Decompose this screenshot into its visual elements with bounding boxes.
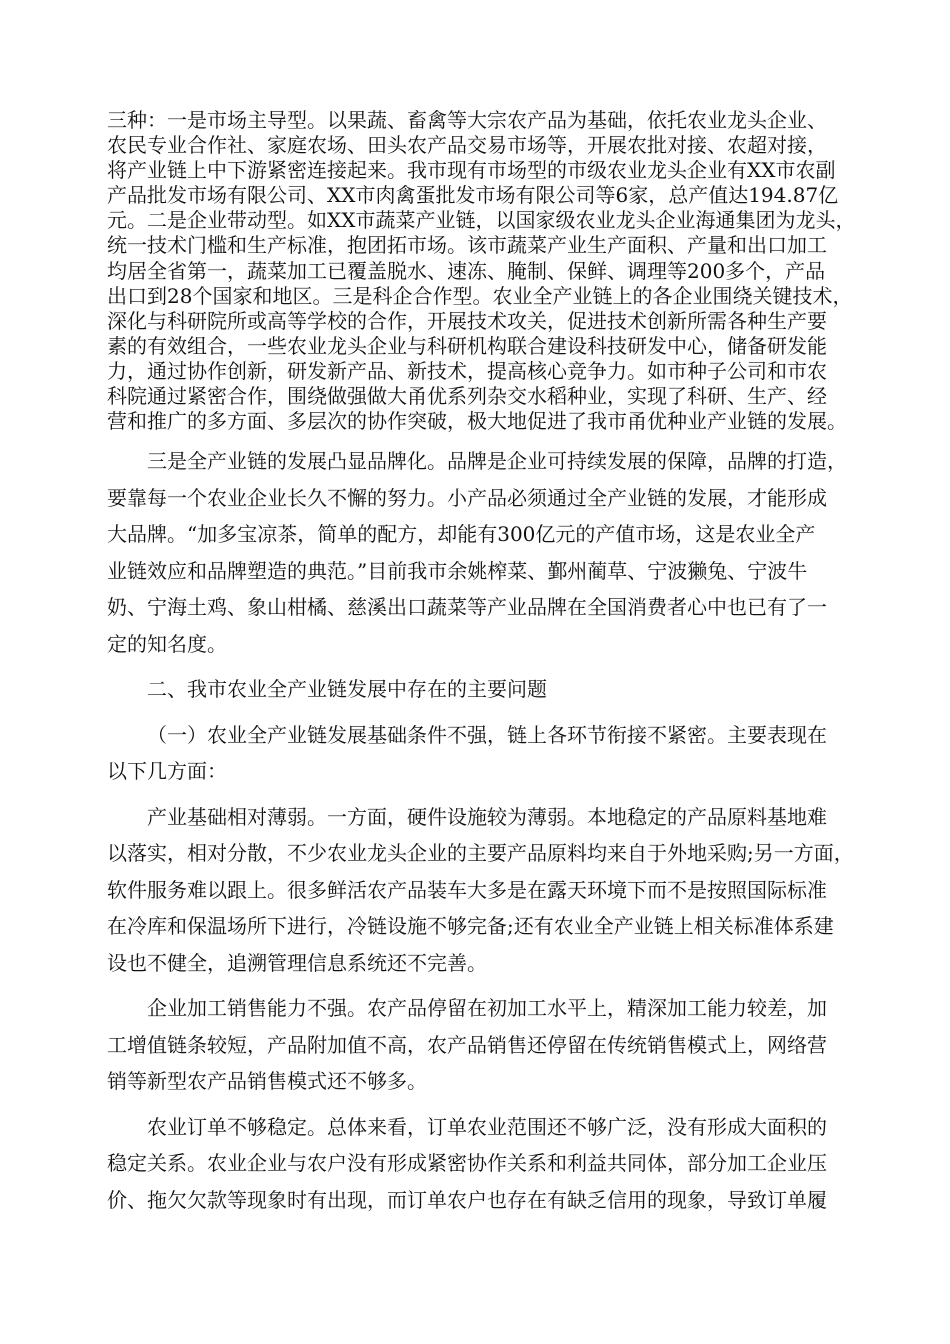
text-line: 业链效应和品牌塑造的典范。”目前我市余姚榨菜、鄞州蔺草、宁波獭兔、宁波牛 [107, 558, 808, 583]
dense-paragraph [107, 108, 857, 434]
text-line: 以下几方面： [107, 759, 227, 784]
text-line: 统一技术门槛和生产标准，抱团拓市场。该市蔬菜产业生产面积、产量和出口加工 [107, 233, 827, 258]
text-line: 农民专业合作社、家庭农场、田头农产品交易市场等，开展农批对接、农超对接， [107, 133, 827, 158]
paragraph-orders [107, 1109, 857, 1219]
text-line: 素的有效组合，一些农业龙头企业与科研机构联合建设科技研发中心，储备研发能 [107, 333, 827, 358]
text-line: 三是全产业链的发展凸显品牌化。品牌是企业可持续发展的保障，品牌的打造， [147, 449, 847, 474]
text-line: 工增值链条较短，产品附加值不高，农产品销售还停留在传统销售模式上，网络营 [107, 1032, 827, 1057]
text-line: 销等新型农产品销售模式还不够多。 [107, 1069, 427, 1094]
text-line: 均居全省第一，蔬菜加工已覆盖脱水、速冻、腌制、保鲜、调理等200多个，产品 [107, 258, 826, 283]
text-line: 稳定关系。农业企业与农户没有形成紧密协作关系和利益共同体，部分加工企业压 [107, 1151, 827, 1176]
heading-text: 二、我市农业全产业链发展中存在的主要问题 [147, 677, 547, 702]
text-line: 设也不健全，追溯管理信息系统还不完善。 [107, 950, 487, 975]
text-line: 价、拖欠欠款等现象时有出现，而订单农户也存在有缺乏信用的现象，导致订单履 [107, 1187, 827, 1212]
text-line: 软件服务难以跟上。很多鲜活农产品装车大多是在露天环境下而不是按照国际标准 [107, 877, 827, 902]
paragraph-processing [107, 990, 857, 1100]
text-line: 将产业链上中下游紧密连接起来。我市现有市场型的市级农业龙头企业有XX市农副 [107, 158, 836, 183]
text-line: （一）农业全产业链发展基础条件不强，链上各环节衔接不紧密。主要表现在 [147, 722, 827, 747]
subsection-heading [107, 717, 857, 790]
section-heading [107, 671, 857, 708]
text-line: 营和推广的多方面、多层次的协作突破，极大地促进了我市甬优种业产业链的发展。 [107, 409, 847, 434]
text-line: 企业加工销售能力不强。农产品停留在初加工水平上，精深加工能力较差，加 [147, 996, 827, 1021]
text-line: 元。二是企业带动型。如XX市蔬菜产业链，以国家级农业龙头企业海通集团为龙头， [107, 208, 856, 233]
text-line: 科院通过紧密合作，围绕做强做大甬优系列杂交水稻种业，实现了科研、生产、经 [107, 384, 827, 409]
paragraph-industry-base [107, 799, 857, 982]
text-line: 以落实，相对分散，不少农业龙头企业的主要产品原料均来自于外地采购;另一方面， [107, 841, 854, 866]
text-line: 要靠每一个农业企业长久不懈的努力。小产品必须通过全产业链的发展，才能形成 [107, 485, 827, 510]
text-line: 定的知名度。 [107, 631, 227, 656]
text-line: 三种：一是市场主导型。以果蔬、畜禽等大宗农产品为基础，依托农业龙头企业、 [107, 108, 827, 132]
text-line: 深化与科研院所或高等学校的合作，开展技术攻关，促进技术创新所需各种生产要 [107, 308, 827, 333]
text-line: 出口到28个国家和地区。三是科企合作型。农业全产业链上的各企业围绕关键技术， [107, 283, 853, 308]
text-line: 在冷库和保温场所下进行，冷链设施不够完备;还有农业全产业链上相关标准体系建 [107, 914, 834, 939]
text-line: 力，通过协作创新，研发新产品、新技术，提高核心竞争力。如市种子公司和市农 [107, 358, 827, 383]
document-page [107, 108, 857, 1227]
text-line: 产品批发市场有限公司、XX市肉禽蛋批发市场有限公司等6家，总产值达194.87亿 [107, 183, 839, 208]
text-line: 大品牌。“加多宝凉茶，简单的配方，却能有300亿元的产值市场，这是农业全产 [107, 522, 816, 547]
text-line: 产业基础相对薄弱。一方面，硬件设施较为薄弱。本地稳定的产品原料基地难 [147, 804, 827, 829]
text-line: 奶、宁海土鸡、象山柑橘、慈溪出口蔬菜等产业品牌在全国消费者心中也已有了一 [107, 595, 827, 620]
text-line: 农业订单不够稳定。总体来看，订单农业范围还不够广泛，没有形成大面积的 [147, 1114, 827, 1139]
paragraph-brand [107, 443, 857, 662]
